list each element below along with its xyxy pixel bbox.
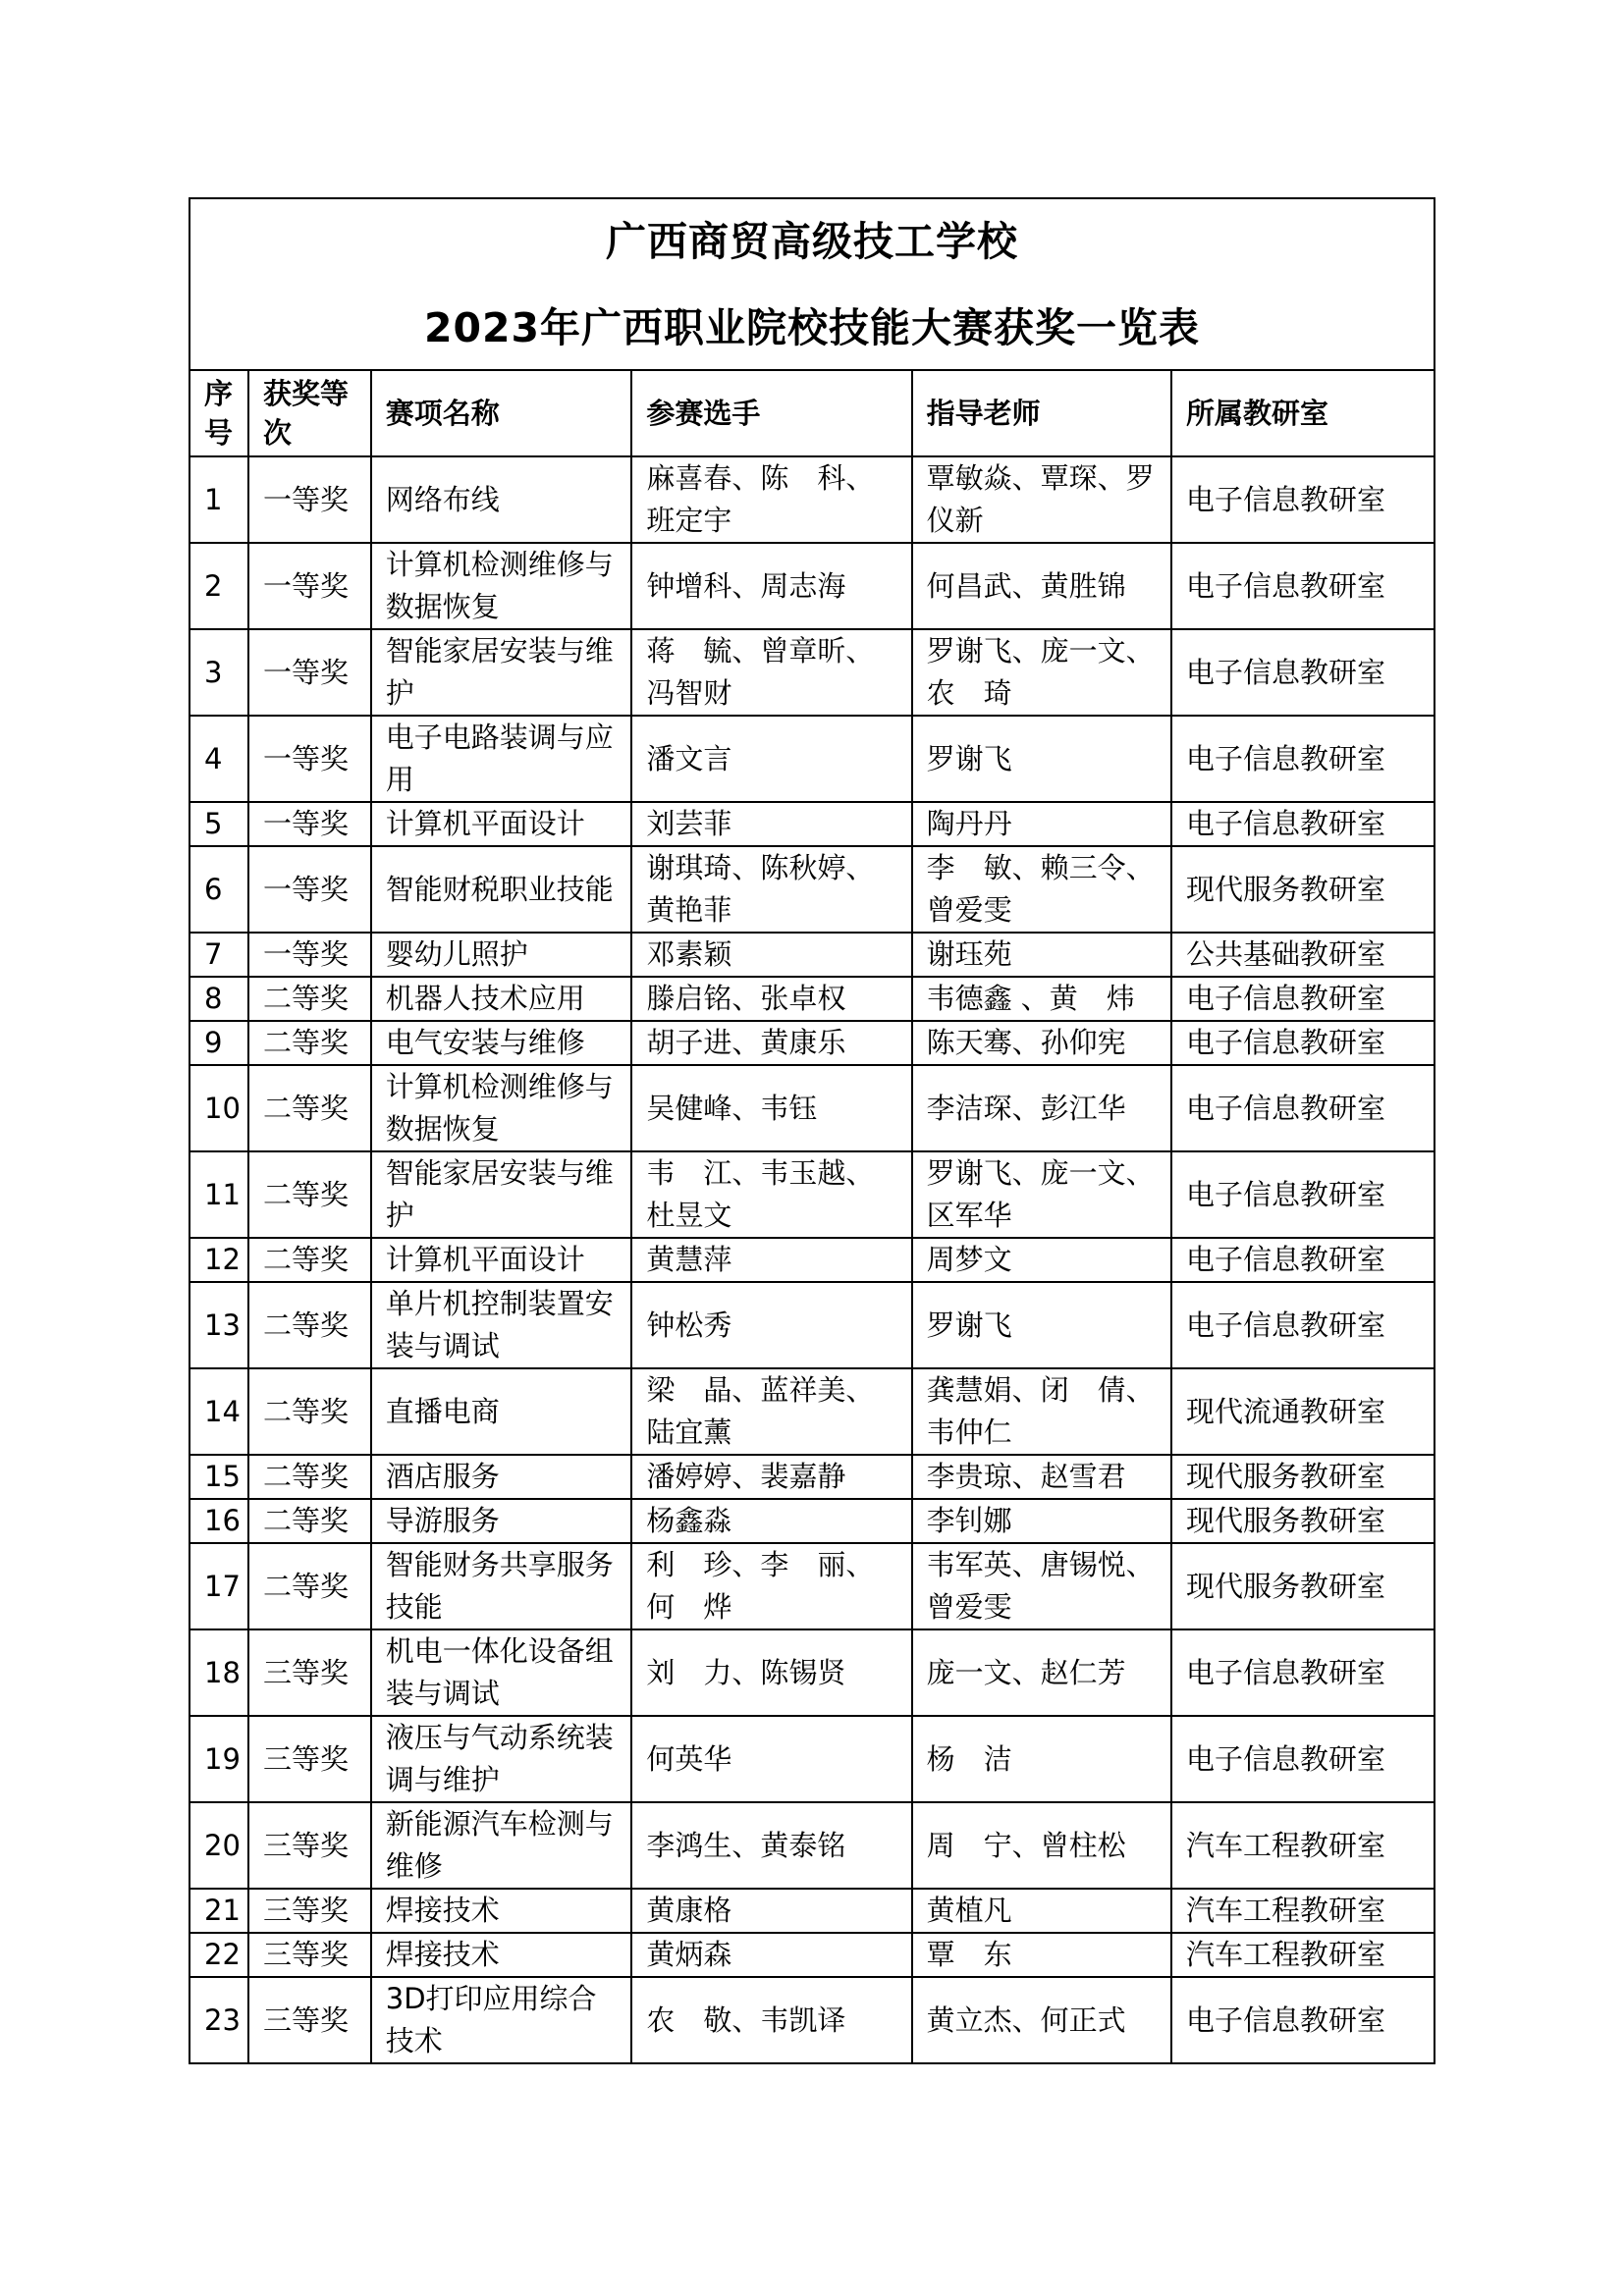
cell-index: 18: [189, 1629, 248, 1716]
table-row: [189, 1802, 1435, 1889]
table-row: [189, 1455, 1435, 1499]
cell-event: 计算机平面设计: [371, 802, 632, 846]
cell-award: 三等奖: [248, 1977, 371, 2063]
cell-index: 22: [189, 1933, 248, 1977]
cell-award: 二等奖: [248, 1455, 371, 1499]
cell-players: 杨鑫淼: [631, 1499, 911, 1543]
table-row: [189, 846, 1435, 933]
cell-index: 20: [189, 1802, 248, 1889]
cell-index: 21: [189, 1889, 248, 1933]
cell-department: 现代服务教研室: [1171, 1455, 1435, 1499]
cell-index: 10: [189, 1065, 248, 1151]
cell-event: 导游服务: [371, 1499, 632, 1543]
cell-award: 三等奖: [248, 1933, 371, 1977]
cell-teachers: 龚慧娟、闭 倩、韦仲仁: [912, 1368, 1171, 1455]
cell-teachers: 黄立杰、何正式: [912, 1977, 1171, 2063]
cell-teachers: 李 敏、赖三令、曾爱雯: [912, 846, 1171, 933]
cell-event: 液压与气动系统装调与维护: [371, 1716, 632, 1802]
cell-department: 电子信息教研室: [1171, 1977, 1435, 2063]
cell-department: 电子信息教研室: [1171, 1151, 1435, 1238]
cell-index: 16: [189, 1499, 248, 1543]
cell-award: 三等奖: [248, 1802, 371, 1889]
cell-teachers: 周 宁、曾柱松: [912, 1802, 1171, 1889]
table-row: [189, 802, 1435, 846]
cell-index: 4: [189, 716, 248, 802]
cell-event: 计算机平面设计: [371, 1238, 632, 1282]
cell-index: 19: [189, 1716, 248, 1802]
cell-award: 三等奖: [248, 1889, 371, 1933]
cell-index: 9: [189, 1021, 248, 1065]
column-header-event: 赛项名称: [371, 370, 632, 456]
cell-department: 电子信息教研室: [1171, 977, 1435, 1021]
cell-department: 电子信息教研室: [1171, 1238, 1435, 1282]
cell-players: 潘文言: [631, 716, 911, 802]
cell-players: 黄炳森: [631, 1933, 911, 1977]
column-header-index: 序号: [189, 370, 248, 456]
cell-players: 梁 晶、蓝祥美、陆宜薰: [631, 1368, 911, 1455]
cell-teachers: 罗谢飞: [912, 716, 1171, 802]
cell-event: 电子电路装调与应用: [371, 716, 632, 802]
cell-event: 机电一体化设备组装与调试: [371, 1629, 632, 1716]
cell-teachers: 谢珏苑: [912, 933, 1171, 977]
cell-teachers: 黄植凡: [912, 1889, 1171, 1933]
cell-index: 13: [189, 1282, 248, 1368]
cell-teachers: 周梦文: [912, 1238, 1171, 1282]
cell-award: 一等奖: [248, 543, 371, 629]
column-header-department: 所属教研室: [1171, 370, 1435, 456]
award-table: [189, 197, 1435, 2064]
table-row: [189, 1499, 1435, 1543]
cell-players: 吴健峰、韦钰: [631, 1065, 911, 1151]
cell-department: 电子信息教研室: [1171, 456, 1435, 543]
table-row: [189, 933, 1435, 977]
table-row: [189, 1889, 1435, 1933]
cell-event: 婴幼儿照护: [371, 933, 632, 977]
cell-teachers: 李贵琼、赵雪君: [912, 1455, 1171, 1499]
cell-department: 电子信息教研室: [1171, 629, 1435, 716]
cell-event: 机器人技术应用: [371, 977, 632, 1021]
cell-department: 现代服务教研室: [1171, 846, 1435, 933]
cell-teachers: 李洁琛、彭江华: [912, 1065, 1171, 1151]
table-row: [189, 1933, 1435, 1977]
cell-event: 焊接技术: [371, 1933, 632, 1977]
cell-award: 三等奖: [248, 1629, 371, 1716]
cell-department: 电子信息教研室: [1171, 1282, 1435, 1368]
cell-department: 电子信息教研室: [1171, 543, 1435, 629]
cell-index: 5: [189, 802, 248, 846]
cell-teachers: 罗谢飞、庞一文、区军华: [912, 1151, 1171, 1238]
title-row: [189, 198, 1435, 370]
cell-award: 二等奖: [248, 1021, 371, 1065]
document-title-school: 广西商贸高级技工学校: [606, 217, 1018, 265]
column-header-players: 参赛选手: [631, 370, 911, 456]
cell-index: 12: [189, 1238, 248, 1282]
cell-department: 公共基础教研室: [1171, 933, 1435, 977]
cell-department: 现代流通教研室: [1171, 1368, 1435, 1455]
table-row: [189, 1368, 1435, 1455]
cell-players: 潘婷婷、裴嘉静: [631, 1455, 911, 1499]
cell-index: 23: [189, 1977, 248, 2063]
cell-award: 一等奖: [248, 802, 371, 846]
table-row: [189, 1151, 1435, 1238]
cell-players: 胡子进、黄康乐: [631, 1021, 911, 1065]
cell-teachers: 罗谢飞: [912, 1282, 1171, 1368]
award-list-sheet: [189, 197, 1435, 2064]
document-title-list: 2023年广西职业院校技能大赛获奖一览表: [423, 303, 1201, 351]
cell-index: 11: [189, 1151, 248, 1238]
cell-players: 钟增科、周志海: [631, 543, 911, 629]
cell-index: 14: [189, 1368, 248, 1455]
cell-players: 何英华: [631, 1716, 911, 1802]
cell-event: 计算机检测维修与数据恢复: [371, 1065, 632, 1151]
cell-players: 利 珍、李 丽、何 烨: [631, 1543, 911, 1629]
cell-players: 邓素颖: [631, 933, 911, 977]
cell-event: 智能财税职业技能: [371, 846, 632, 933]
table-row: [189, 977, 1435, 1021]
cell-players: 蒋 毓、曾章昕、冯智财: [631, 629, 911, 716]
table-row: [189, 1065, 1435, 1151]
cell-teachers: 庞一文、赵仁芳: [912, 1629, 1171, 1716]
cell-event: 酒店服务: [371, 1455, 632, 1499]
cell-index: 7: [189, 933, 248, 977]
cell-players: 农 敬、韦凯译: [631, 1977, 911, 2063]
cell-teachers: 李钊娜: [912, 1499, 1171, 1543]
cell-index: 2: [189, 543, 248, 629]
cell-award: 二等奖: [248, 1065, 371, 1151]
cell-teachers: 覃敏焱、覃琛、罗仪新: [912, 456, 1171, 543]
cell-award: 二等奖: [248, 1499, 371, 1543]
cell-department: 电子信息教研室: [1171, 716, 1435, 802]
cell-award: 一等奖: [248, 933, 371, 977]
title-cell: [189, 198, 1435, 370]
table-row: [189, 1629, 1435, 1716]
table-header-row: [189, 370, 1435, 456]
table-row: [189, 1716, 1435, 1802]
cell-players: 刘芸菲: [631, 802, 911, 846]
cell-event: 计算机检测维修与数据恢复: [371, 543, 632, 629]
cell-award: 二等奖: [248, 1238, 371, 1282]
table-row: [189, 1282, 1435, 1368]
cell-event: 智能家居安装与维护: [371, 1151, 632, 1238]
cell-event: 单片机控制装置安装与调试: [371, 1282, 632, 1368]
cell-players: 黄慧萍: [631, 1238, 911, 1282]
cell-players: 谢琪琦、陈秋婷、黄艳菲: [631, 846, 911, 933]
cell-teachers: 杨 洁: [912, 1716, 1171, 1802]
cell-index: 17: [189, 1543, 248, 1629]
cell-teachers: 何昌武、黄胜锦: [912, 543, 1171, 629]
cell-players: 滕启铭、张卓权: [631, 977, 911, 1021]
cell-award: 二等奖: [248, 1368, 371, 1455]
cell-event: 智能财务共享服务技能: [371, 1543, 632, 1629]
cell-award: 三等奖: [248, 1716, 371, 1802]
cell-teachers: 覃 东: [912, 1933, 1171, 1977]
column-header-award: 获奖等次: [248, 370, 371, 456]
table-row: [189, 1977, 1435, 2063]
table-row: [189, 1238, 1435, 1282]
cell-players: 黄康格: [631, 1889, 911, 1933]
cell-department: 电子信息教研室: [1171, 802, 1435, 846]
cell-award: 二等奖: [248, 977, 371, 1021]
table-row: [189, 629, 1435, 716]
cell-teachers: 陈天骞、孙仰宪: [912, 1021, 1171, 1065]
cell-award: 一等奖: [248, 629, 371, 716]
cell-players: 钟松秀: [631, 1282, 911, 1368]
cell-players: 麻喜春、陈 科、班定宇: [631, 456, 911, 543]
cell-department: 电子信息教研室: [1171, 1716, 1435, 1802]
cell-event: 新能源汽车检测与维修: [371, 1802, 632, 1889]
cell-event: 直播电商: [371, 1368, 632, 1455]
cell-department: 电子信息教研室: [1171, 1065, 1435, 1151]
cell-teachers: 陶丹丹: [912, 802, 1171, 846]
cell-department: 汽车工程教研室: [1171, 1802, 1435, 1889]
cell-index: 3: [189, 629, 248, 716]
cell-index: 1: [189, 456, 248, 543]
table-row: [189, 1543, 1435, 1629]
cell-index: 15: [189, 1455, 248, 1499]
cell-players: 李鸿生、黄泰铭: [631, 1802, 911, 1889]
cell-event: 网络布线: [371, 456, 632, 543]
cell-event: 智能家居安装与维护: [371, 629, 632, 716]
table-row: [189, 1021, 1435, 1065]
cell-department: 电子信息教研室: [1171, 1629, 1435, 1716]
cell-award: 二等奖: [248, 1151, 371, 1238]
cell-teachers: 罗谢飞、庞一文、农 琦: [912, 629, 1171, 716]
cell-department: 现代服务教研室: [1171, 1499, 1435, 1543]
cell-award: 一等奖: [248, 456, 371, 543]
cell-department: 汽车工程教研室: [1171, 1889, 1435, 1933]
cell-index: 8: [189, 977, 248, 1021]
table-row: [189, 456, 1435, 543]
table-row: [189, 716, 1435, 802]
cell-players: 刘 力、陈锡贤: [631, 1629, 911, 1716]
cell-event: 3D打印应用综合技术: [371, 1977, 632, 2063]
cell-department: 汽车工程教研室: [1171, 1933, 1435, 1977]
cell-award: 一等奖: [248, 846, 371, 933]
cell-teachers: 韦军英、唐锡悦、曾爱雯: [912, 1543, 1171, 1629]
cell-index: 6: [189, 846, 248, 933]
column-header-teachers: 指导老师: [912, 370, 1171, 456]
cell-event: 焊接技术: [371, 1889, 632, 1933]
cell-department: 现代服务教研室: [1171, 1543, 1435, 1629]
cell-event: 电气安装与维修: [371, 1021, 632, 1065]
cell-award: 一等奖: [248, 716, 371, 802]
cell-award: 二等奖: [248, 1543, 371, 1629]
cell-department: 电子信息教研室: [1171, 1021, 1435, 1065]
cell-players: 韦 江、韦玉越、杜昱文: [631, 1151, 911, 1238]
table-row: [189, 543, 1435, 629]
cell-teachers: 韦德鑫 、黄 炜: [912, 977, 1171, 1021]
cell-award: 二等奖: [248, 1282, 371, 1368]
